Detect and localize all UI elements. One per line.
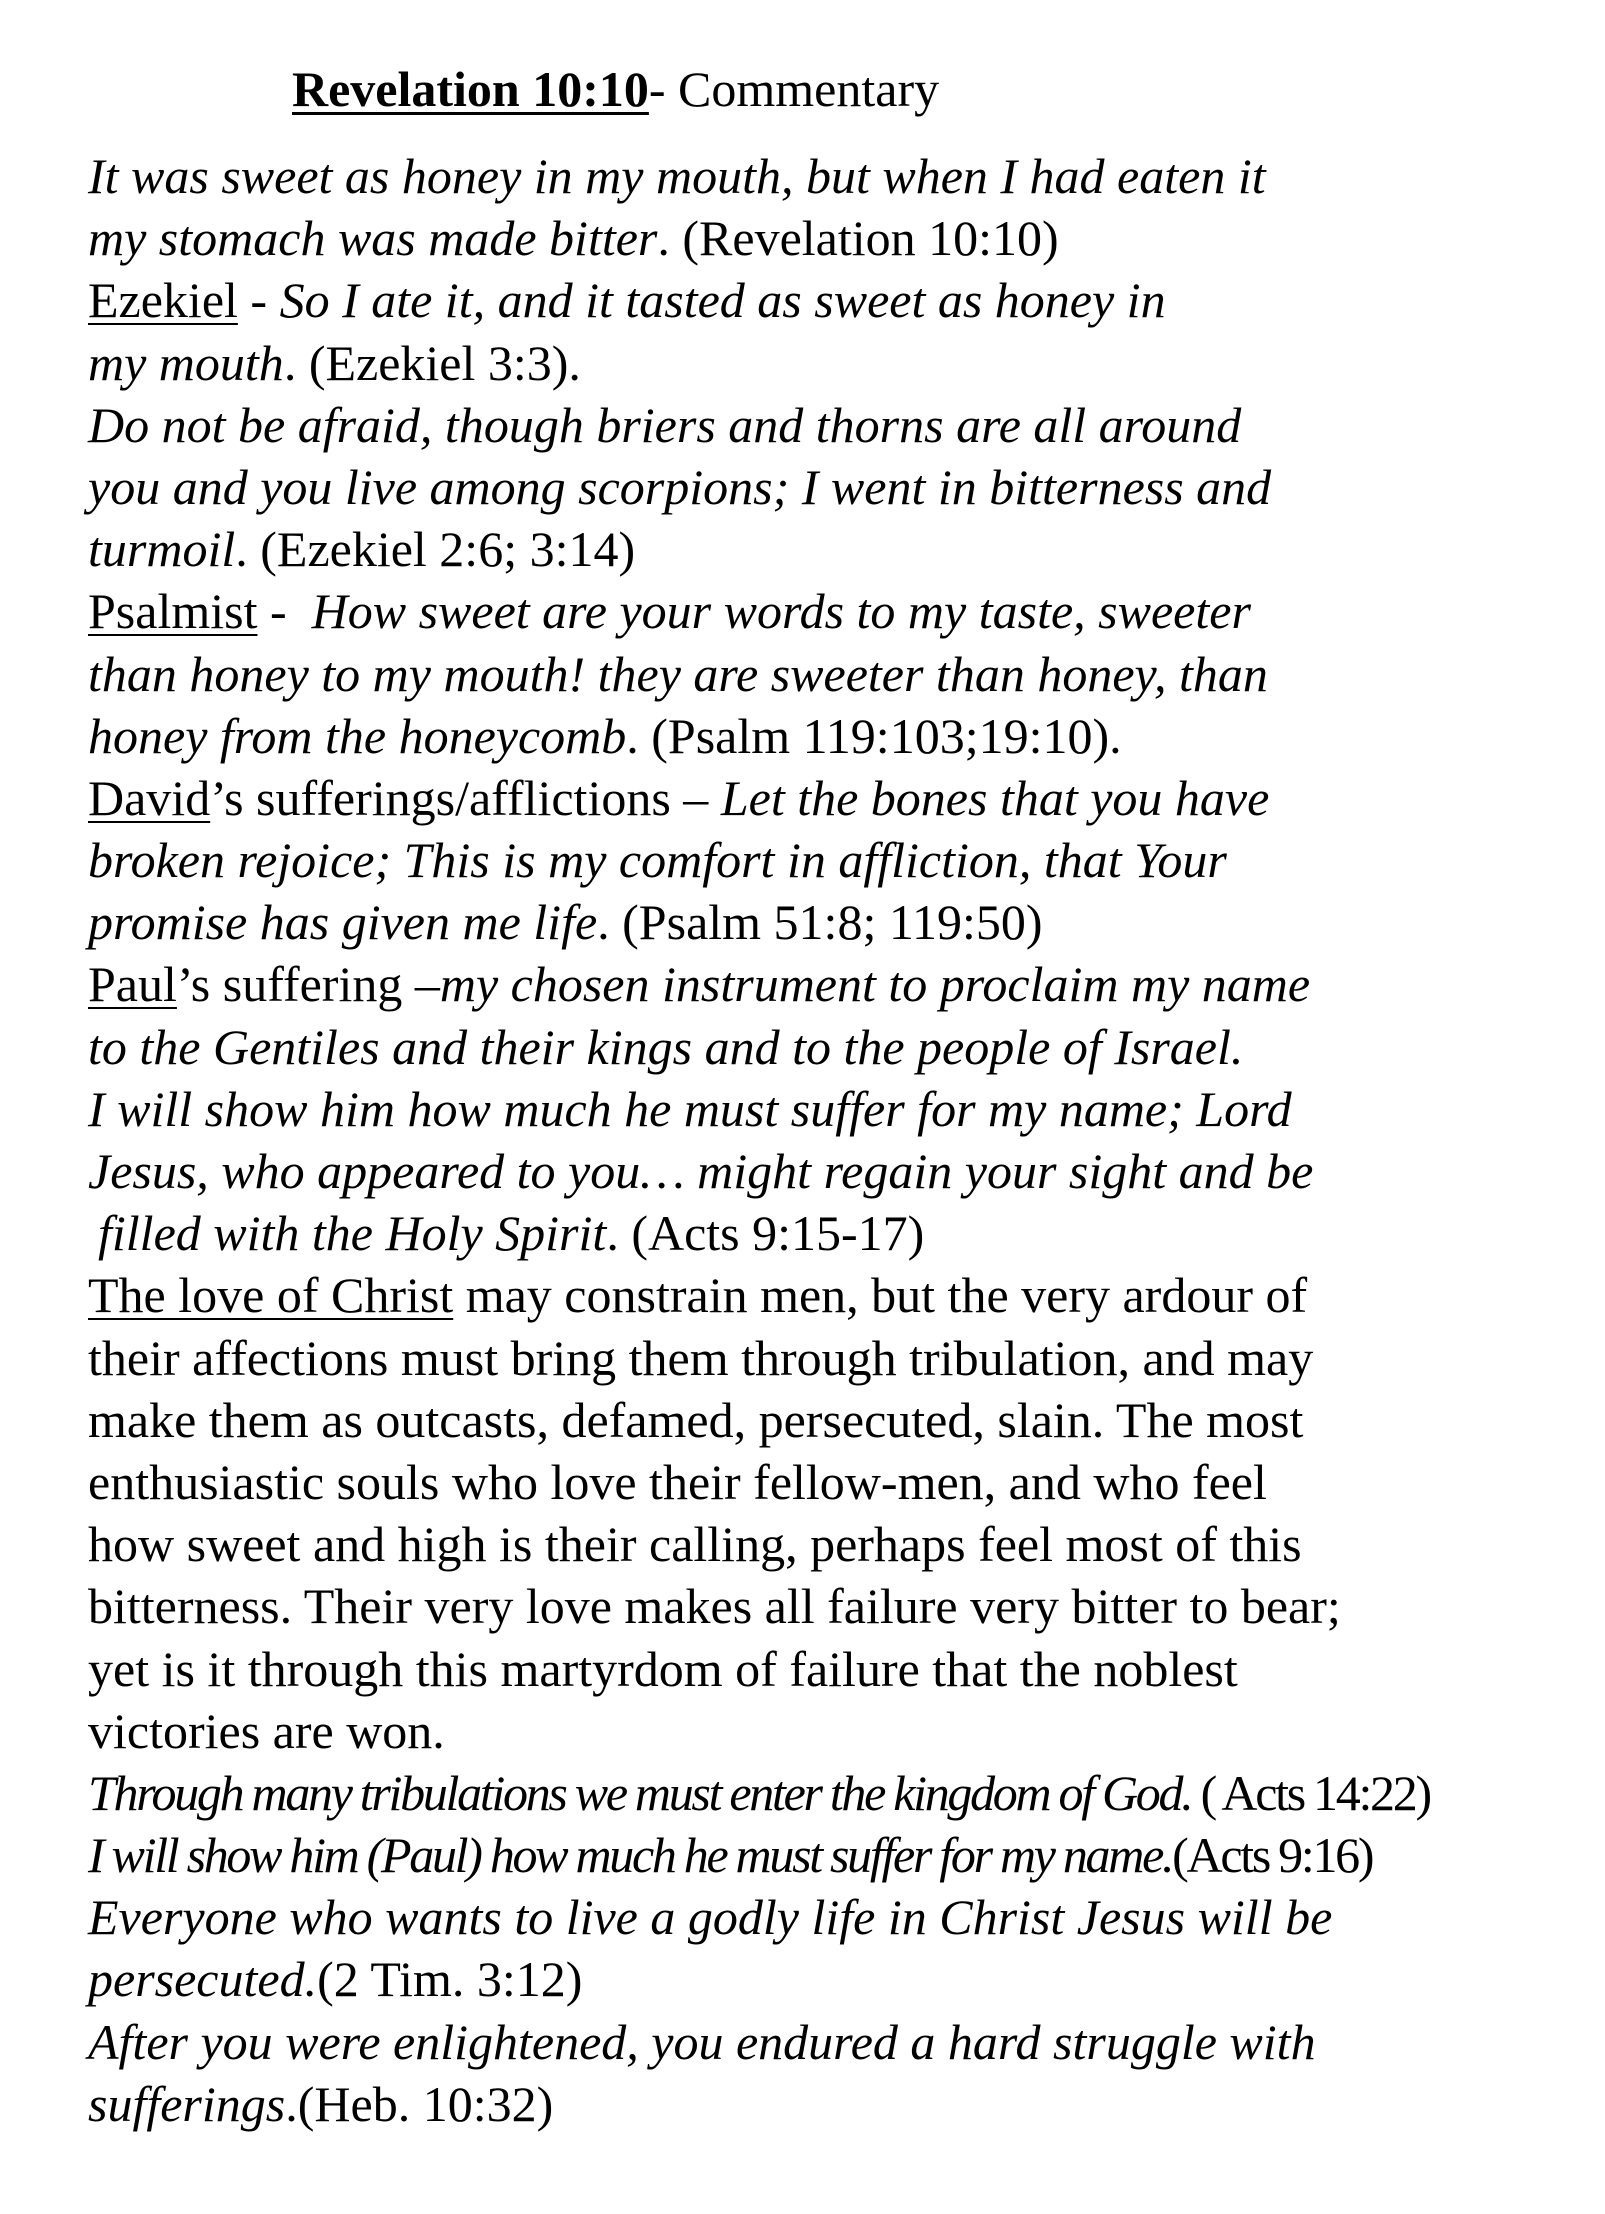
text-line xyxy=(88,394,1588,456)
title-reference: Revelation 10:10 xyxy=(292,61,649,117)
separator: - xyxy=(257,583,312,640)
text-line xyxy=(88,456,1588,518)
title-suffix: - Commentary xyxy=(648,61,940,117)
text-line xyxy=(88,1948,1588,2010)
separator: - xyxy=(237,272,280,329)
scripture-quote: my stomach was made bitter xyxy=(88,210,658,267)
text-line xyxy=(88,1078,1588,1140)
paragraph-text: may constrain men, but the very ardour of xyxy=(453,1267,1308,1324)
section-heading-ezekiel: Ezekiel xyxy=(88,272,238,329)
scripture-quote: turmoil xyxy=(88,521,236,578)
text-line xyxy=(88,1451,1588,1513)
paragraph-text: how sweet and high is their calling, perhaps feel most of this xyxy=(88,1516,1302,1573)
scripture-quote: Let the bones that you have xyxy=(720,769,1270,826)
section-heading-david: David xyxy=(88,769,211,826)
scripture-quote: I will show him (Paul) how much he must suffer for my name. xyxy=(88,1827,1173,1884)
text-line xyxy=(88,207,1588,269)
citation: ( Acts 14:22) xyxy=(1191,1764,1430,1821)
text-line xyxy=(88,1824,1588,1886)
paragraph-text: victories are won. xyxy=(88,1702,445,1759)
paragraph-text: their affections must bring them through tribulation, and may xyxy=(88,1329,1314,1386)
scripture-quote: It was sweet as honey in my mouth, but when I had eaten it xyxy=(88,148,1266,204)
section-heading-love-of-christ: The love of Christ xyxy=(88,1267,454,1324)
scripture-quote: Through many tribulations we must enter the kingdom of God. xyxy=(88,1764,1192,1821)
heading-text: ’s sufferings/afflictions – xyxy=(210,769,721,826)
text-line xyxy=(88,1700,1588,1762)
page-title xyxy=(292,58,939,120)
text-line xyxy=(88,332,1588,394)
paragraph-text: yet is it through this martyrdom of failure that the noblest xyxy=(88,1640,1238,1697)
scripture-quote: to the Gentiles and their kings and to the people of Israel. xyxy=(88,1018,1244,1075)
text-line xyxy=(88,1762,1588,1824)
text-line xyxy=(88,580,1588,642)
scripture-quote: Jesus, who appeared to you… might regain your sight and be xyxy=(88,1143,1314,1199)
text-line xyxy=(88,518,1588,580)
citation: (Acts 9:16) xyxy=(1172,1827,1373,1884)
scripture-quote: my mouth xyxy=(88,334,284,391)
scripture-quote: After you were enlightened, you endured a hard struggle with xyxy=(88,2013,1316,2070)
citation: (2 Tim. 3:12) xyxy=(317,1951,583,2008)
text-line xyxy=(88,1264,1588,1326)
text-line xyxy=(88,1140,1588,1202)
section-heading-psalmist: Psalmist xyxy=(88,583,258,640)
text-line xyxy=(88,1575,1588,1637)
citation: . (Psalm 51:8; 119:50) xyxy=(597,894,1043,951)
text-line xyxy=(88,1202,1588,1264)
section-heading-paul: Paul xyxy=(88,956,177,1013)
scripture-quote: promise has given me life xyxy=(88,894,598,951)
heading-text: ’s suffering – xyxy=(176,956,440,1013)
text-line xyxy=(88,1389,1588,1451)
citation: . (Revelation 10:10) xyxy=(657,210,1059,267)
text-line xyxy=(88,2011,1588,2073)
scripture-quote: than honey to my mouth! they are sweeter than honey, than xyxy=(88,645,1268,702)
text-line xyxy=(88,1513,1588,1575)
text-line xyxy=(88,891,1588,953)
scripture-quote: Do not be afraid, though briers and thorns are all around xyxy=(88,396,1242,453)
text-line xyxy=(88,145,1588,207)
text-line xyxy=(88,643,1588,705)
text-line xyxy=(88,829,1588,891)
scripture-quote: my chosen instrument to proclaim my name xyxy=(439,956,1311,1013)
text-line xyxy=(88,1638,1588,1700)
citation: . (Ezekiel 2:6; 3:14) xyxy=(235,521,636,578)
scripture-quote: broken rejoice; This is my comfort in affliction, that Your xyxy=(88,832,1227,889)
citation: .(Heb. 10:32) xyxy=(285,2075,554,2132)
scripture-quote: honey from the honeycomb xyxy=(88,707,627,764)
scripture-quote: So I ate it, and it tasted as sweet as honey in xyxy=(279,272,1166,329)
scripture-quote: I will show him how much he must suffer for my name; Lord xyxy=(88,1080,1292,1137)
text-line xyxy=(88,1016,1588,1078)
text-line xyxy=(88,269,1588,331)
scripture-quote: How sweet are your words to my taste, sweeter xyxy=(311,583,1251,640)
commentary-body xyxy=(88,145,1588,2135)
scripture-quote: you and you live among scorpions; I went in bitterness and xyxy=(88,458,1272,515)
citation: . (Ezekiel 3:3). xyxy=(283,334,581,391)
text-line xyxy=(88,705,1588,767)
text-line xyxy=(88,2073,1588,2135)
paragraph-text: enthusiastic souls who love their fellow-men, and who feel xyxy=(88,1453,1267,1510)
citation: . (Acts 9:15-17) xyxy=(606,1205,925,1262)
text-line xyxy=(88,1327,1588,1389)
scripture-quote: persecuted. xyxy=(88,1951,318,2008)
paragraph-text: bitterness. Their very love makes all failure very bitter to bear; xyxy=(88,1578,1341,1635)
citation: . (Psalm 119:103;19:10). xyxy=(626,707,1122,764)
scripture-quote: Everyone who wants to live a godly life in Christ Jesus will be xyxy=(88,1889,1333,1946)
scripture-quote: sufferings xyxy=(88,2075,286,2132)
text-line xyxy=(88,953,1588,1015)
text-line xyxy=(88,1886,1588,1948)
text-line xyxy=(88,767,1588,829)
paragraph-text: make them as outcasts, defamed, persecuted, slain. The most xyxy=(88,1391,1304,1448)
scripture-quote: filled with the Holy Spirit xyxy=(98,1205,607,1262)
